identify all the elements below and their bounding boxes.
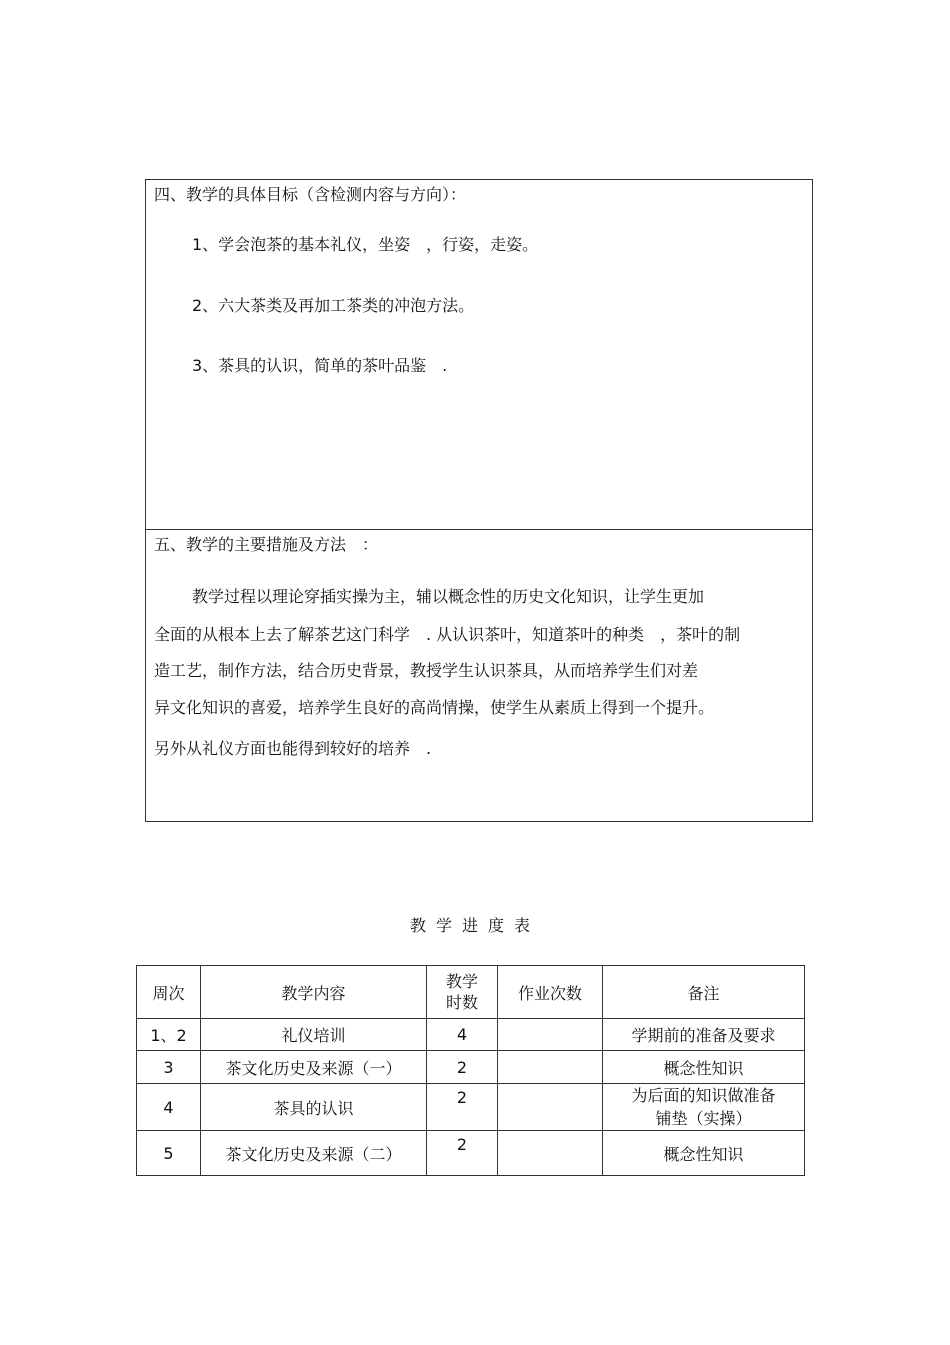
cell-hours: 4 <box>427 1019 498 1051</box>
cell-notes: 学期前的准备及要求 <box>603 1019 805 1051</box>
cell-week: 4 <box>137 1084 201 1131</box>
header-hours-line1: 教学 <box>445 972 478 991</box>
cell-notes: 概念性知识 <box>603 1131 805 1176</box>
cell-content: 茶具的认识 <box>201 1084 427 1131</box>
section4-box <box>145 179 813 530</box>
goal-item-1: 1、学会泡茶的基本礼仪，坐姿 ，行姿，走姿。 <box>192 235 539 254</box>
section5-title: 五、教学的主要措施及方法 ： <box>154 535 379 554</box>
header-notes: 备注 <box>603 966 805 1019</box>
method-line-2: 全面的从根本上去了解茶艺这门科学 . 从认识茶叶，知道茶叶的种类 ，茶叶的制 <box>154 625 741 644</box>
section5-box <box>145 529 813 822</box>
goal-item-2: 2、六大茶类及再加工茶类的冲泡方法。 <box>192 296 475 315</box>
method-line-3: 造工艺，制作方法，结合历史背景，教授学生认识茶具，从而培养学生们对差 <box>154 661 699 680</box>
cell-notes-line1: 为后面的知识做准备 <box>631 1086 776 1105</box>
section4-title: 四、教学的具体目标（含检测内容与方向）： <box>154 185 467 204</box>
table-row <box>137 1084 805 1131</box>
header-content: 教学内容 <box>201 966 427 1019</box>
cell-notes <box>603 1084 805 1131</box>
table-header-row <box>137 966 805 1019</box>
method-line-1: 教学过程以理论穿插实操为主，辅以概念性的历史文化知识，让学生更加 <box>192 587 705 606</box>
table-row <box>137 1131 805 1176</box>
cell-homework <box>498 1131 603 1176</box>
method-line-4: 异文化知识的喜爱，培养学生良好的高尚情操，使学生从素质上得到一个提升。 <box>154 698 715 717</box>
cell-notes: 概念性知识 <box>603 1051 805 1084</box>
cell-content: 茶文化历史及来源（二） <box>201 1131 427 1176</box>
header-hours <box>427 966 498 1019</box>
header-hours-line2: 时数 <box>445 993 478 1012</box>
goal-item-3: 3、茶具的认识，简单的茶叶品鉴 . <box>192 356 448 375</box>
cell-content: 礼仪培训 <box>201 1019 427 1051</box>
table-row <box>137 1019 805 1051</box>
cell-homework <box>498 1084 603 1131</box>
cell-hours: 2 <box>427 1084 498 1131</box>
method-line-5: 另外从礼仪方面也能得到较好的培养 . <box>154 739 432 758</box>
cell-week: 1、2 <box>137 1019 201 1051</box>
schedule-title: 教学进度表 <box>409 916 540 935</box>
cell-notes-line2: 铺垫（实操） <box>655 1109 752 1128</box>
cell-hours: 2 <box>427 1131 498 1176</box>
cell-hours: 2 <box>427 1051 498 1084</box>
cell-homework <box>498 1019 603 1051</box>
table-row <box>137 1051 805 1084</box>
schedule-table <box>136 965 805 1176</box>
cell-content: 茶文化历史及来源（一） <box>201 1051 427 1084</box>
header-homework: 作业次数 <box>498 966 603 1019</box>
cell-homework <box>498 1051 603 1084</box>
cell-week: 5 <box>137 1131 201 1176</box>
header-week: 周次 <box>137 966 201 1019</box>
cell-week: 3 <box>137 1051 201 1084</box>
